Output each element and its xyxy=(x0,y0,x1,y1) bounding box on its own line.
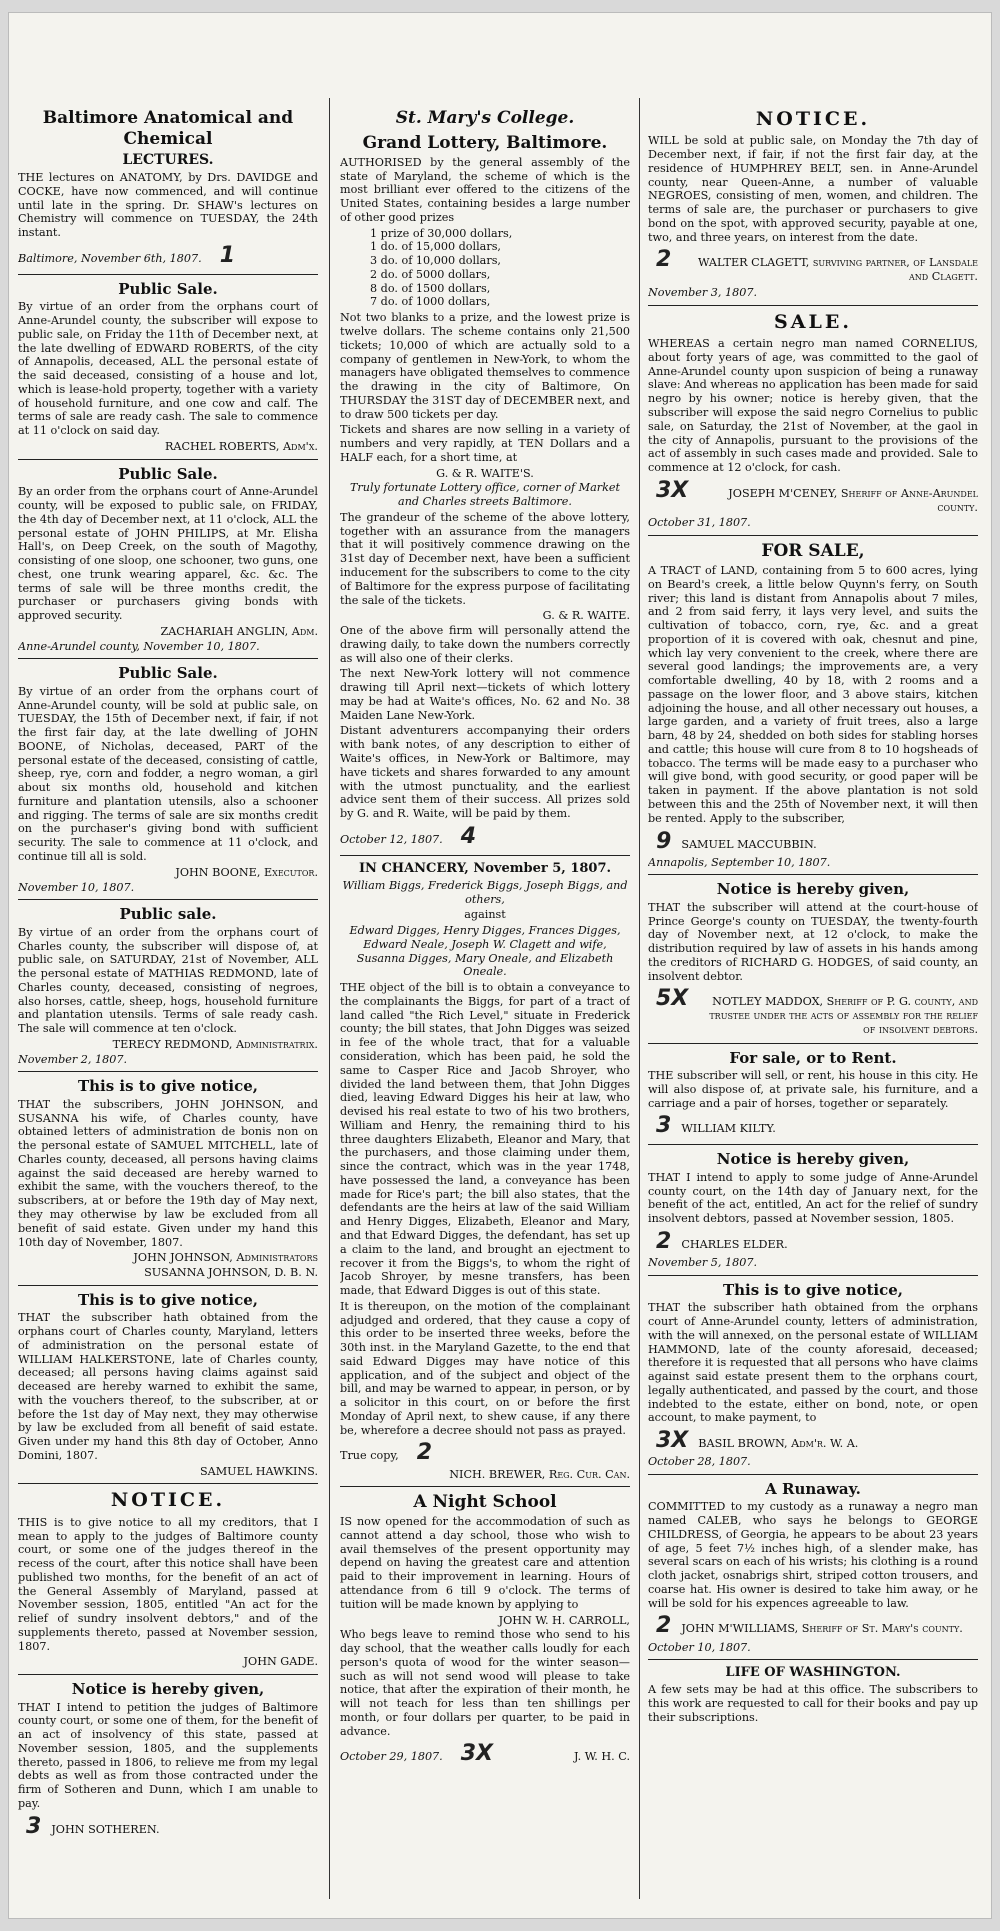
ad-title: A Night School xyxy=(413,1492,557,1513)
handwritten-mark: 5X xyxy=(656,986,689,1012)
prize-line: 2 do. of 5000 dollars, xyxy=(370,267,491,281)
ad-title: SALE. xyxy=(774,310,852,333)
ad-body: COMMITTED to my custody as a runaway a negro man named CALEB, who says he belongs to GEORGE CHILDRESS, of Georgia, he appears to be about 23 years of age, 5 feet 7½ inches high, of a slender make, has several scars on each of his wrists; his clothing is a round cloth jacket, osnabrigs shirt, striped cotton trousers, and coarse hat. His owner is desired to take him away, or he will be sold for his expences agreeable to law. xyxy=(648,1500,978,1610)
ad-body: A TRACT of LAND, containing from 5 to 600 acres, lying on Beard's creek, a little below Quynn's ferry, on South river; this land is distant from Annapolis about 7 miles, and 2 from said ferry, it lays very level, and suits the cultivation of tobacco, corn, rye, &c. and a great proportion of it is covered with oak, chesnut and pine, which lay very convenient to the creek, where there are several good landings; the improvements are, a very comfortable dwelling, 40 by 18, with 2 rooms and a passage on the lower floor, and 3 above stairs, kitchen adjoining the house, and all other necessary out houses, a large garden, and a variety of fruit trees, also a large barn, 48 by 24, shedded on both sides for stabling horses and cattle; this house will cure from 8 to 10 hogsheads of tobacco. The terms will be made easy to a purchaser who will give bond, with good security, or good paper will be taken in payment. If the above plantation is not sold between this and the 25th of November next, it will then be rented. Apply to the subscriber, xyxy=(648,564,978,825)
ad-date: October 10, 1807. xyxy=(648,1640,751,1654)
ad-signature: JOHN W. H. CARROLL, xyxy=(498,1613,630,1627)
ad-body: AUTHORISED by the general assembly of the state of Maryland, the scheme of which is the most brilliant ever offered to the citizens of the United States, containing besides a large number of other good prizes xyxy=(340,155,630,224)
ad-body: THAT I intend to apply to some judge of Anne-Arundel county court, on the 14th day of January next, for the benefit of the act, entitled, An act for the relief of sundry insolvent debtors, passed at November session, 1805. xyxy=(648,1170,978,1226)
ad-signature: RACHEL ROBERTS, Adm'x. xyxy=(164,440,318,453)
divider xyxy=(18,1483,318,1484)
divider xyxy=(18,899,318,900)
ad-title: NOTICE. xyxy=(755,108,871,130)
ad-date: November 2, 1807. xyxy=(18,1052,128,1066)
divider xyxy=(648,1043,978,1044)
divider xyxy=(18,1674,318,1675)
ad-body: THE subscriber will sell, or rent, his house in this city. He will also dispose of, at private sale, his furniture, and a carriage and a pair of horses, together or separately. xyxy=(648,1069,978,1110)
ad-date: October 28, 1807. xyxy=(648,1455,751,1469)
handwritten-mark: 1 xyxy=(219,242,235,268)
ad-signature: WALTER CLAGETT, surviving partner, of Lansdale and Clagett. xyxy=(697,256,978,284)
ad-title: IN CHANCERY, November 5, 1807. xyxy=(358,860,612,876)
handwritten-mark: 3X xyxy=(656,1428,689,1454)
ad-title: For sale, or to Rent. xyxy=(729,1048,897,1067)
ad-body: THE object of the bill is to obtain a conveyance to the complainants the Biggs, for part of a tract of land called "the Rich Level," situate in Frederick county; the bill states, that John Digges was seized in fee of the whole tract, that for a valuable consideration, which has been paid, he sold the same to Casper Rice and Jacob Shroyer, who divided the land between them, that John Digges died, leaving Edward Digges his heir at law, who devised his real estate to two of his two brothers, William and Henry, the remaining third to his three daughters Elizabeth, Eleanor and Mary, that the purchasers, and those claiming under them, since the contract, which was in the year 1748, have possessed the land, a conveyance has been made for Rice's part; the bill also states, that the defendants are the heirs at law of the said William and Henry Digges, Elizabeth, Eleanor and Mary, and that Edward Digges, the defendant, has set up a claim to the land, and brought an ejectment to recover it from the Biggs's, to whom the right of Jacob Shroyer, by mesne transfers, has been made, that Edward Digges is out of this state. xyxy=(340,981,630,1298)
ad-true-copy: True copy, xyxy=(340,1449,399,1463)
ad-body: WILL be sold at public sale, on Monday the 7th day of December next, if fair, if not the first fair day, at the residence of HUMPHREY BELT, sen. in Anne-Arundel county, near Queen-Anne, a number of valuable NEGROES, consisting of men, women, and children. The terms of sale are, the purchaser or purchasers to give bond on the spot, with approved security, payable at one, two, and three years, on interest from the date. xyxy=(648,134,978,244)
ad-body: By virtue of an order from the orphans court of Anne-Arundel county, will be sold at public sale, on TUESDAY, the 15th of December next, if fair, if not the first fair day, at the late dwelling of JOHN BOONE, of Nicholas, deceased, PART of the personal estate of the deceased, consisting of cattle, sheep, rye, corn and fodder, a negro woman, a girl about six months old, household and kitchen furniture and plantation utensils, also a schooner and rigging. The terms of sale are six months credit on the purchaser's giving bond with sufficient security. The sale to commence at 11 o'clock, and continue till all is sold. xyxy=(18,684,318,864)
ad-body: A few sets may be had at this office. The subscribers to this work are requested to call for their books and pay up their subscriptions. xyxy=(648,1683,978,1724)
ad-title: This is to give notice, xyxy=(77,1290,259,1309)
ad-signature: JOHN SOTHEREN. xyxy=(51,1822,160,1836)
masthead: St. Mary's College. xyxy=(395,108,575,128)
ad-date: Annapolis, September 10, 1807. xyxy=(648,855,831,869)
ad-title: LIFE OF WASHINGTON. xyxy=(725,1665,901,1681)
prize-line: 3 do. of 10,000 dollars, xyxy=(370,254,501,268)
ad-signature: SAMUEL MACCUBBIN. xyxy=(681,837,817,851)
ad-defendants: Edward Digges, Henry Digges, Frances Digges, Edward Neale, Joseph W. Clagett and wife, Susanna Digges, Mary Oneale, and Elizabeth Oneale. xyxy=(349,924,621,979)
handwritten-mark: 2 xyxy=(656,247,672,273)
ad-body: THAT the subscriber hath obtained from the orphans court of Charles county, Maryland, letters of administration on the personal estate of WILLIAM HALKERSTONE, late of Charles county, deceased; all persons having claims against said deceased are hereby warned to exhibit the same, with the vouchers thereof, to the subscriber, at or before the 1st day of May next, they may otherwise by law be excluded from all benefit of said estate. Given under my hand this 8th day of October, Anno Domini, 1807. xyxy=(18,1311,318,1462)
column-rule xyxy=(329,98,330,1899)
divider xyxy=(648,1144,978,1145)
ad-title: Grand Lottery, Baltimore. xyxy=(362,132,608,153)
ad-date: November 5, 1807. xyxy=(648,1256,758,1270)
ad-date: October 31, 1807. xyxy=(648,516,751,530)
prize-line: 1 do. of 15,000 dollars, xyxy=(370,240,501,254)
ad-signature: NICH. BREWER, Reg. Cur. Can. xyxy=(449,1467,630,1481)
ad-body: By virtue of an order from the orphans court of Anne-Arundel county, the subscriber will expose to public sale, on Friday the 11th of December next, at the late dwelling of EDWARD ROBERTS, of the city of Annapolis, deceased, ALL the personal estate of the said deceased, consisting of a house and lot, which is lease-hold property, together with a variety of household furniture, and one cow and calf. The terms of sale are ready cash. The sale to commence at 11 o'clock on said day. xyxy=(18,300,318,438)
ad-title: Public Sale. xyxy=(118,464,218,483)
prize-line: 7 do. of 1000 dollars, xyxy=(370,295,491,309)
divider xyxy=(648,1275,978,1276)
ad-signature: JOHN M'WILLIAMS, Sheriff of St. Mary's county. xyxy=(681,1622,963,1636)
ad-signature: SUSANNA JOHNSON, D. B. N. xyxy=(144,1266,318,1280)
ad-date: November 10, 1807. xyxy=(18,880,135,894)
divider xyxy=(648,1474,978,1475)
divider xyxy=(340,1486,630,1487)
divider xyxy=(648,535,978,536)
ad-body: THAT the subscribers, JOHN JOHNSON, and SUSANNA his wife, of Charles county, have obtained letters of administration de bonis non on the personal estate of SAMUEL MITCHELL, late of Charles county, deceased, all persons having claims against the said deceased are hereby warned to exhibit the same, with the vouchers thereof, to the subscribers, at or before the 19th day of May next, they may otherwise by law be excluded from all benefit of said estate. Given under my hand this 10th day of November, 1807. xyxy=(18,1097,318,1249)
ad-body: By virtue of an order from the orphans court of Charles county, the subscriber will dispose of, at public sale, on SATURDAY, 21st of November, ALL the personal estate of MATHIAS REDMOND, late of Charles county, deceased, consisting of negroes, also horses, cattle, sheep, hogs, household furniture and plantation utensils. Terms of sale ready cash. The sale will commence at ten o'clock. xyxy=(18,925,318,1036)
ad-signature: SAMUEL HAWKINS. xyxy=(199,1464,318,1478)
ad-title: Notice is hereby given, xyxy=(71,1680,265,1699)
ad-body: By an order from the orphans court of Anne-Arundel county, will be exposed to public sale, on FRIDAY, the 4th day of December next, at 11 o'clock, ALL the personal estate of JOHN PHILIPS, at Mr. Elisha Hall's, on Deep Creek, on the south of Magothy, consisting of one sloop, one schooner, two guns, one chest, one trunk wearing apparel, &c. &c. The terms of sale will be three months credit, the purchaser or purchasers giving bonds with approved security. xyxy=(18,485,318,623)
ad-title: Public sale. xyxy=(119,905,217,924)
ad-title: Public Sale. xyxy=(118,664,218,683)
ad-body: WHEREAS a certain negro man named CORNELIUS, about forty years of age, was committed to the gaol of Anne-Arundel county upon suspicion of being a runaway slave: And whereas no application has been made for said negro by his owner; notice is hereby given, that the subscriber will expose the said negro Cornelius to public sale, on Saturday, the 21st of November, at the gaol in the city of Annapolis, pursuant to the provisions of the act of assembly in such cases made and provided. Sale to commence at 12 o'clock, for cash. xyxy=(648,337,978,475)
column-middle xyxy=(340,98,630,1899)
handwritten-mark: 3X xyxy=(656,477,689,503)
handwritten-mark: 2 xyxy=(656,1228,672,1254)
handwritten-mark: 3 xyxy=(26,1813,42,1839)
ad-body: THE lectures on ANATOMY, by Drs. DAVIDGE and COCKE, have now commenced, and will continue until late in the spring. Dr. SHAW's lectures on Chemistry will commence on TUESDAY, the 24th instant. xyxy=(18,171,318,240)
ad-signature: JOHN JOHNSON, Administrators xyxy=(133,1251,318,1265)
ad-body: The grandeur of the scheme of the above lottery, together with an assurance from the managers that it will positively commence drawing on the 31st day of December next, have been a sufficient inducement for the subscribers to come to the city of Baltimore for the express purpose of facilitating the sale of the tickets. xyxy=(340,510,630,607)
ad-title: NOTICE. xyxy=(110,1489,226,1512)
ad-title: This is to give notice, xyxy=(77,1077,259,1096)
ad-body: Who begs leave to remind those who send to his day school, that the weather calls loudly for each person's quota of wood for the winter season—such as will not send wood will please to take notice, that after the expiration of their month, he will not teach for less than ten shillings per month, or four dollars per quarter, to be paid in advance. xyxy=(340,1628,630,1738)
ad-body: THIS is to give notice to all my creditors, that I mean to apply to the judges of Baltimore county court, or some one of the judges thereof in the recess of the court, after this notice shall have been published two months, for the benefit of an act of the General Assembly of Maryland, passed at November session, 1805, entitled "An act for the relief of sundry insolvent debtors," and of the supplements thereto, passed at November session, 1807. xyxy=(18,1515,318,1653)
ad-signature: ZACHARIAH ANGLIN, Adm. xyxy=(160,624,318,638)
divider xyxy=(648,305,978,306)
ad-body: Not two blanks to a prize, and the lowest prize is twelve dollars. The scheme contains only 21,500 tickets; 10,000 of which are actually sold to a company of gentlemen in New-York, to whom the managers have obligated themselves to commence the drawing in the city of Baltimore, On THURSDAY the 31ST day of DECEMBER next, and to draw 500 tickets per day. xyxy=(340,311,630,421)
ad-date: October 29, 1807. xyxy=(340,1750,443,1764)
ad-title: Baltimore Anatomical and Chemical xyxy=(42,108,294,149)
ad-title: Notice is hereby given, xyxy=(716,1150,910,1169)
ad-body: It is thereupon, on the motion of the complainant adjudged and ordered, that they cause a copy of this order to be inserted three weeks, before the 30th inst. in the Maryland Gazette, to the end that said Edward Digges may have notice of this application, and of the subject and object of the bill, and may be warned to appear, in person, or by a solicitor in this court, on or before the first Monday of April next, to shew cause, if any there be, wherefore a decree should not pass as prayed. xyxy=(340,1299,630,1437)
ad-signature: WILLIAM KILTY. xyxy=(681,1122,776,1136)
ad-parties: William Biggs, Frederick Biggs, Joseph Biggs, and others, xyxy=(342,878,628,906)
divider xyxy=(18,459,318,460)
ad-date: Baltimore, November 6th, 1807. xyxy=(18,251,202,265)
ad-signature: BASIL BROWN, Adm'r. W. A. xyxy=(698,1437,859,1451)
ad-title: Notice is hereby given, xyxy=(716,880,910,899)
divider xyxy=(18,1285,318,1286)
ad-body: One of the above firm will personally attend the drawing daily, to take down the numbers correctly as will also one of their clerks. xyxy=(340,624,630,665)
handwritten-mark: 2 xyxy=(656,1613,672,1639)
ad-signature: CHARLES ELDER. xyxy=(681,1237,788,1251)
column-left xyxy=(18,98,318,1899)
ad-signature: J. W. H. C. xyxy=(574,1750,630,1764)
ad-against: against xyxy=(464,908,506,922)
prize-line: 1 prize of 30,000 dollars, xyxy=(370,226,513,240)
ad-signature: JOSEPH M'CENEY, Sheriff of Anne-Arundel county. xyxy=(728,486,978,514)
ad-title: Public Sale. xyxy=(118,279,218,298)
column-rule xyxy=(639,98,640,1899)
ad-title: FOR SALE, xyxy=(761,541,865,562)
handwritten-mark: 3X xyxy=(460,1741,494,1767)
ad-body: THAT the subscriber will attend at the court-house of Prince George's county on TUESDAY, the twenty-fourth day of November next, at 12 o'clock, to make the distribution required by law of assets in his hands among the creditors of RICHARD G. HODGES, of said county, an insolvent debtor. xyxy=(648,900,978,983)
prize-line: 8 do. of 1500 dollars, xyxy=(370,281,491,295)
handwritten-mark: 9 xyxy=(656,828,672,854)
ad-signature: TERECY REDMOND, Administratrix. xyxy=(112,1037,318,1051)
ad-signature: JOHN BOONE, Executor. xyxy=(175,865,318,879)
ad-signature: G. & R. WAITE. xyxy=(542,609,630,623)
divider xyxy=(18,1071,318,1072)
divider xyxy=(18,658,318,659)
ad-title: This is to give notice, xyxy=(722,1280,904,1299)
ad-date: November 3, 1807. xyxy=(648,286,758,300)
ad-body: THAT the subscriber hath obtained from the orphans court of Anne-Arundel county, letters of administration, with the will annexed, on the personal estate of WILLIAM HAMMOND, late of the county aforesaid, deceased; therefore it is requested that all persons who have claims against said estate present them to the orphans court, legally authenticated, and passed by the court, and those indebted to the estate, either on bond, note, or open account, to make payment, to xyxy=(648,1301,978,1425)
divider xyxy=(648,1659,978,1660)
ad-subtitle: LECTURES. xyxy=(122,151,214,168)
ad-signature: G. & R. WAITE'S. xyxy=(436,466,534,480)
ad-body: The next New-York lottery will not commence drawing till April next—tickets of which lottery may be had at Waite's offices, No. 62 and No. 38 Maiden Lane New-York. xyxy=(340,667,630,722)
ad-body: Distant adventurers accompanying their orders with bank notes, of any description to either of Waite's offices, in New-York or Baltimore, may have tickets and shares forwarded to any amount with the utmost punctuality, and the earliest advice sent them of their success. All prizes sold by G. and R. Waite, will be paid by them. xyxy=(340,724,630,821)
ad-signature: JOHN GADE. xyxy=(243,1655,318,1669)
ad-body: IS now opened for the accommodation of such as cannot attend a day school, those who wish to avail themselves of the present opportunity may depend on having the greatest care and attention paid to their improvement in learning. Hours of attendance from 6 till 9 o'clock. The terms of tuition will be made known by applying to xyxy=(340,1515,630,1611)
handwritten-mark: 2 xyxy=(416,1440,433,1466)
handwritten-mark: 4 xyxy=(460,823,477,849)
ad-date: October 12, 1807. xyxy=(340,832,443,846)
ad-signature: NOTLEY MADDOX, Sheriff of P. G. county, and trustee under the acts of assembly for the relief of insolvent debtors. xyxy=(709,995,978,1036)
office-address: Truly fortunate Lottery office, corner of Market and Charles streets Baltimore. xyxy=(349,481,621,509)
handwritten-mark: 3 xyxy=(656,1113,672,1139)
ad-body: Tickets and shares are now selling in a variety of numbers and very rapidly, at TEN Dollars and a HALF each, for a short time, at xyxy=(340,423,630,464)
ad-title: A Runaway. xyxy=(765,1479,861,1498)
ad-body: THAT I intend to petition the judges of Baltimore county court, or some one of them, for the benefit of an act of insolvency of this state, passed at November session, 1805, and the supplements thereto, passed in 1806, to relieve me from my legal debts as well as from those contracted under the firm of Sotheren and Dunn, which I am unable to pay. xyxy=(18,1700,318,1810)
prize-list xyxy=(340,227,630,310)
ad-date: Anne-Arundel county, November 10, 1807. xyxy=(18,639,260,653)
divider xyxy=(18,274,318,275)
column-right xyxy=(648,98,978,1899)
divider xyxy=(340,855,630,856)
newspaper-page xyxy=(8,12,992,1919)
divider xyxy=(648,874,978,875)
